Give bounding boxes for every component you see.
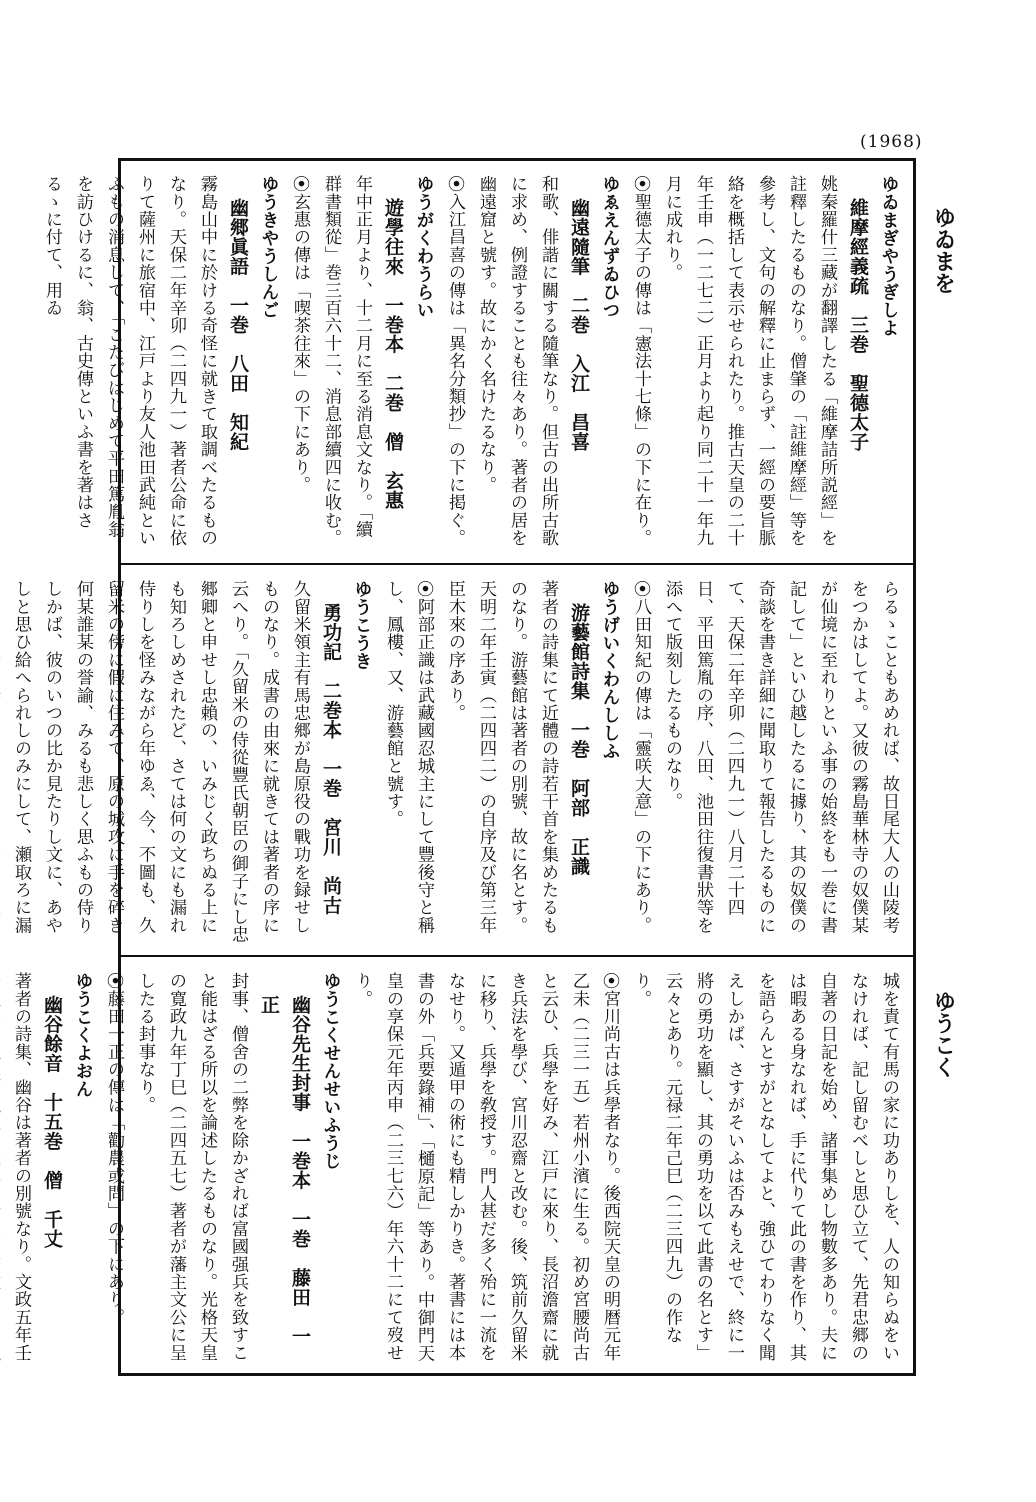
entry-body: 年中正月より、十二月に至る消息文なり。「續群書類從」巻三百六十二、消息部續四に收む。	[321, 175, 372, 547]
entry-body: 久留米領主有馬忠郷が島原役の戰功を録せしものなり。成書の由來に就きては著者の序に云へり。「久留米の侍從豐氏朝臣の御子にし忠郷卿と申せし忠賴の、いみじく政ちぬる上にも知ろしめされたど、さては何の文にも漏れ侍りしを怪みながら年ゆゑ、今、不圖も、久留米の傍に假に住みて、原の城攻に手を碎き何某誰某の誉諭、みるも悲しく思ふもの侍りしかば、彼のいつの比か見たりし文に、あやしと思ひ給へられしのみにして、瀬取ろに漏	[11, 580, 310, 944]
entry-note: ⦿藤田一正の傳は「勸農或問」の下にあり。	[104, 972, 124, 1326]
index-label-bottom: ゆうこく	[930, 990, 957, 1078]
entry-title: 幽郷眞語 一巻 八田 知紀	[227, 197, 249, 452]
section-1	[42, 161, 912, 561]
entry-heading: ゆゐまぎやうぎしよ	[879, 175, 899, 337]
entry-heading: ゆうこくよおん	[73, 972, 93, 1098]
page-number: (1968)	[860, 132, 923, 152]
entry-note: ⦿八田知紀の傳は「靈咲大意」の下にあり。	[631, 580, 651, 934]
section-divider	[118, 563, 916, 565]
entry-body: 姚秦羅什三藏が翻譯したる「維摩詰所説經」を註釋したるものなり。僧肇の「註維摩經」等を參考し、文句の解釋に止まらず、一經の要旨脈絡を概括して表示せられたり。推古天皇の二十年壬申（一二七二）正月より起り同二十一年九月に成れり。	[662, 175, 837, 547]
entry-note: ⦿入江昌喜の傳は「異名分類抄」の下に掲ぐ。	[445, 175, 465, 547]
entry-heading: ゆうきやうしんご	[259, 175, 279, 319]
index-column	[916, 158, 972, 1376]
entry-note: ⦿玄惠の傳は「喫茶往來」の下にあり。	[290, 175, 310, 494]
entry-title: 幽遠隨筆 二巻 入江 昌喜	[568, 197, 590, 452]
entry-title: 幽谷餘音 十五巻 僧 千丈	[41, 994, 63, 1249]
entry-note: ⦿宮川尚古は兵學者なり。後西院天皇の明暦元年乙未（二三一五）若州小濱に生る。初め宮腰尚古と云ひ、兵學を好み、江戸に來り、長沼澹齋に就き兵法を學び、宮川忍齋と改む。後、筑前久留米に移り、兵學を敎授す。門人甚だ多く殆に一流をなせり。又遁甲の術にも精しかりき。著書には本書の外「兵要錄補」、「樋原記」等あり。中御門天皇の享保元年丙申（二三七六）年六十二にて歿せり。	[352, 972, 620, 1362]
section-3-text	[11, 958, 912, 1373]
entry-heading: ゆゑえんずゐひつ	[600, 175, 620, 319]
section-3	[11, 958, 912, 1373]
entry-note: ⦿阿部正識は武藏國忍城主にして豐後守と稱し、鳳樓、又、游藝館と號す。	[383, 580, 434, 934]
entry-title: 幽谷先生封事 一巻本 一巻 藤田 一正	[258, 994, 311, 1346]
entry-body: らるゝこともあめれば、故日尾大人の山陵考をつかはしてよ。又彼の霧島華林寺の奴僕某が仙境に至れりといふ事の始終をも一巻に書記して」といひ越したるに據り、其の奴僕の奇談を書き詳細に聞取りて報告したるものにて、天保二年辛卯（二四九一）八月二十四日、平田篤胤の序、八田、池田往復書狀等を添へて版刻したるものなり。	[662, 580, 899, 934]
entry-body: 和歌、俳諧に關する隨筆なり。但古の出所古歌に求め、例證することも往々あり。著者の居を幽遠窟と號す。故にかく名けたるなり。	[476, 175, 558, 547]
index-label-top: ゆゐまを	[930, 206, 957, 294]
entry-heading: ゆうこくせんせいふうじ	[321, 972, 341, 1170]
entry-body: 霧島山中に於ける奇怪に就きて取調べたるものなり。天保二年辛卯（二四九一）著者公命に依りて薩州に旅宿中、江戸より友人池田武純といふもの消息して、「こたびはじめて平田篤胤翁を訪ひけるに、翁、古史傳といふ書を著はさるゝに付て、用ゐ	[42, 175, 217, 547]
entry-title: 維摩經義疏 三巻 聖德太子	[847, 197, 869, 452]
entry-body: 封事、僧舍の二弊を除かざれば富國强兵を致すこと能はざる所以を論述したるものなり。光格天皇の寛政九年丁巳（二四五七）著者が藩主文公に呈したる封事なり。	[135, 972, 248, 1362]
entry-title: 游藝館詩集 一巻 阿部 正識	[568, 602, 590, 876]
entry-title: 遊學往來 一巻本 二巻 僧 玄惠	[382, 197, 404, 510]
section-divider	[118, 955, 916, 957]
entry-title: 勇功記 二巻本 一巻 宮川 尚古	[320, 602, 342, 915]
entry-heading: ゆうこうき	[352, 580, 372, 670]
entry-body: 城を責て有馬の家に功ありしを、人の知らぬをいなければ、記し留むべしと思ひ立て、先君忠郷の自著の日記を始め、諸事集めし物數多あり。夫には暇ある身なれば、手に代りて此の書を作り、其を語らんとすがとなしてよと、強ひてわりなく聞えしかば、さすがそいふは否みもえせで、終に一將の勇功を顯し、其の勇功を以て此書の名とす」云々とあり。元禄二年己巳（二三四九）の作なり。	[631, 972, 899, 1362]
entry-body: 著者の詩集、幽谷は著者の別號なり。文政五年壬	[11, 972, 31, 1362]
section-2	[11, 566, 912, 953]
entry-heading: ゆうげいくわんししふ	[600, 580, 620, 760]
entry-body: 著者の詩集にて近體の詩若干首を集めたるものなり。游藝館は著者の別號、故に名とす。天明二年壬寅（二四四二）の自序及び第三年臣木來の序あり。	[445, 580, 558, 934]
entry-heading: ゆうがくわうらい	[414, 175, 434, 319]
section-1-text	[42, 161, 912, 561]
entry-note: ⦿聖德太子の傳は「憲法十七條」の下に在り。	[631, 175, 651, 547]
section-2-text	[11, 566, 912, 953]
